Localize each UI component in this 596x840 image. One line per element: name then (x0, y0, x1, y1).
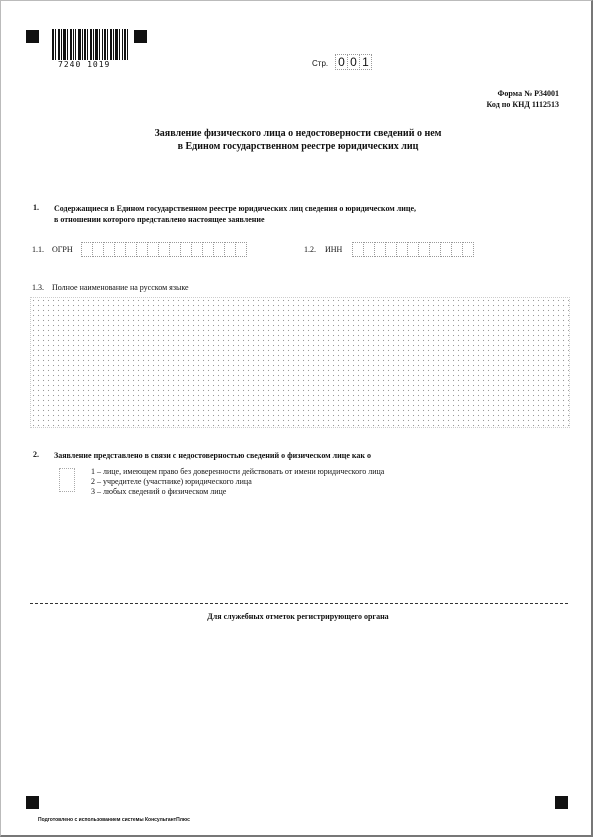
applicant-type-options (91, 467, 384, 497)
ogrn-input-cells[interactable] (81, 242, 246, 257)
barcode-image (52, 29, 128, 60)
form-identifier (487, 88, 559, 110)
applicant-type-input-cell[interactable] (59, 468, 75, 492)
inn-number: 1.2. (304, 245, 316, 254)
section-1-line-2: в отношении которого представлено настоящее заявление (54, 215, 265, 224)
section-1-number: 1. (33, 203, 39, 212)
page-digit: 1 (359, 54, 372, 70)
cut-line (30, 603, 568, 604)
name-number: 1.3. (32, 283, 44, 292)
form-number: Форма № Р34001 (497, 89, 559, 98)
option-2: 2 – учредителе (участнике) юридического лица (91, 477, 252, 486)
service-marks-heading: Для служебных отметок регистрирующего органа (207, 612, 389, 621)
ogrn-number: 1.1. (32, 245, 44, 254)
name-label: Полное наименование на русском языке (52, 283, 189, 292)
document-title (0, 127, 596, 153)
registration-marker-bottom-left (26, 796, 39, 809)
registration-marker-top-right (134, 30, 147, 43)
option-3: 3 – любых сведений о физическом лице (91, 487, 227, 496)
section-2-number: 2. (33, 450, 39, 459)
inn-input-cells[interactable] (352, 242, 473, 257)
page-digit: 0 (347, 54, 360, 70)
full-name-input-grid[interactable] (30, 297, 570, 428)
title-line-2: в Едином государственном реестре юридических лиц (177, 141, 419, 152)
registration-marker-bottom-right (555, 796, 568, 809)
footer-note: Подготовлено с использованием системы КонсультантПлюс (38, 817, 190, 823)
page-digit: 0 (335, 54, 348, 70)
page-number-cells (335, 54, 371, 70)
barcode-number: 7240 1019 (58, 60, 111, 69)
section-1-heading (54, 203, 416, 225)
page-label: Стр. (312, 59, 329, 68)
knd-code: Код по КНД 1112513 (486, 100, 559, 109)
title-line-1: Заявление физического лица о недостоверности сведений о нем (154, 128, 442, 139)
inn-label: ИНН (325, 245, 343, 254)
ogrn-label: ОГРН (52, 245, 73, 254)
registration-marker-top-left (26, 30, 39, 43)
section-1-line-1: Содержащиеся в Едином государственном реестре юридических лиц сведения о юридическом лице, (54, 204, 416, 213)
section-2-heading: Заявление представлено в связи с недостоверностью сведений о физическом лице как о (54, 451, 371, 460)
option-1: 1 – лице, имеющем право без доверенности действовать от имени юридического лица (91, 467, 385, 476)
